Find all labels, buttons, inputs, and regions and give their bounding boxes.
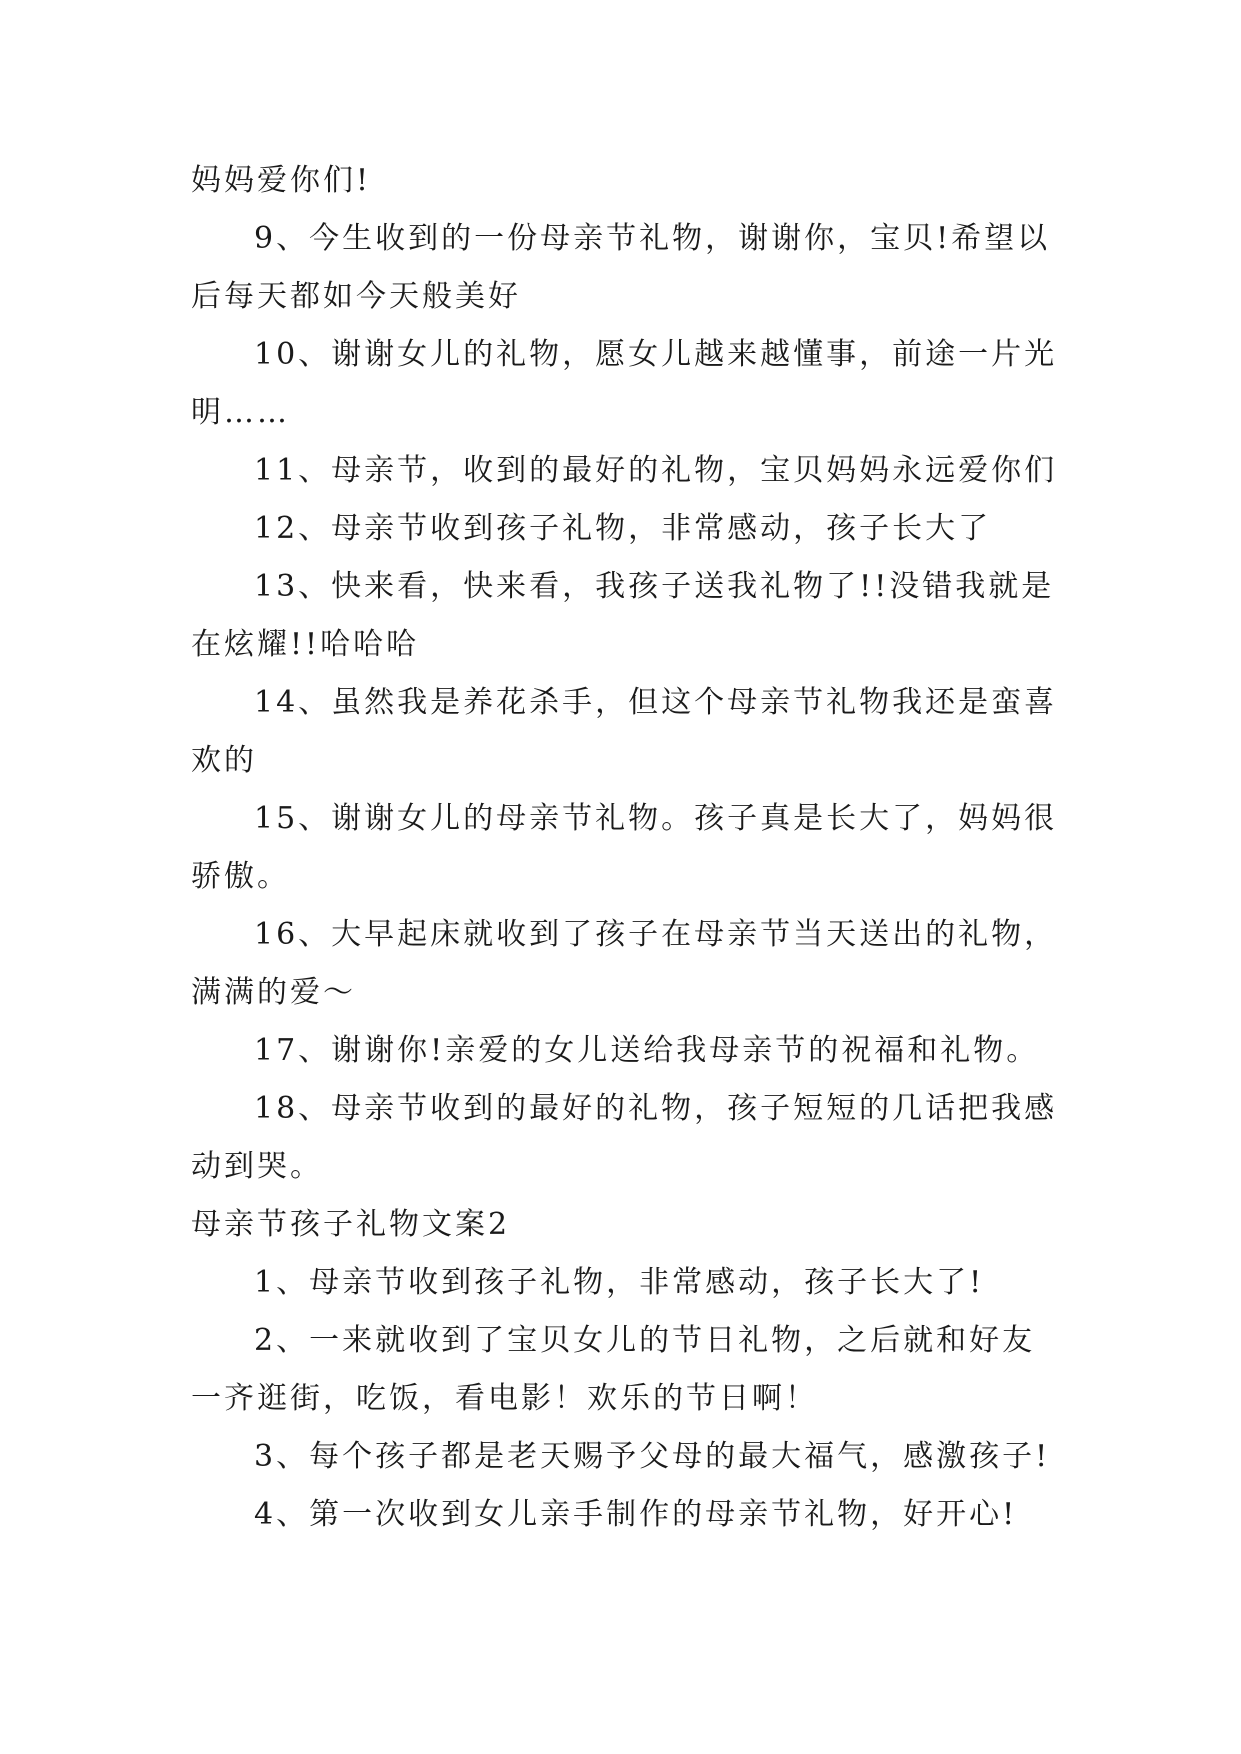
paragraph: 11、母亲节，收到的最好的礼物，宝贝妈妈永远爱你们 — [254, 453, 1058, 488]
paragraph: 14、虽然我是养花杀手，但这个母亲节礼物我还是蛮喜欢的 — [191, 685, 1058, 778]
paragraph: 2、一来就收到了宝贝女儿的节日礼物，之后就和好友一齐逛街，吃饭，看电影！欢乐的节日啊！ — [191, 1323, 1036, 1416]
paragraph: 16、大早起床就收到了孩子在母亲节当天送出的礼物，满满的爱～ — [191, 917, 1058, 1010]
paragraph: 3、每个孩子都是老天赐予父母的最大福气，感激孩子! — [254, 1439, 1051, 1474]
paragraph: 17、谢谢你!亲爱的女儿送给我母亲节的祝福和礼物。 — [254, 1033, 1040, 1068]
paragraph: 9、今生收到的一份母亲节礼物，谢谢你，宝贝!希望以后每天都如今天般美好 — [191, 221, 1051, 314]
paragraph: 10、谢谢女儿的礼物，愿女儿越来越懂事，前途一片光明…… — [191, 337, 1058, 430]
paragraph: 4、第一次收到女儿亲手制作的母亲节礼物，好开心! — [254, 1497, 1018, 1532]
document-body — [191, 152, 1061, 1544]
paragraph: 18、母亲节收到的最好的礼物，孩子短短的几话把我感动到哭。 — [191, 1091, 1058, 1184]
paragraph: 13、快来看，快来看，我孩子送我礼物了!!没错我就是在炫耀!!哈哈哈 — [191, 569, 1055, 662]
paragraph: 1、母亲节收到孩子礼物，非常感动，孩子长大了! — [254, 1265, 985, 1300]
paragraph: 12、母亲节收到孩子礼物，非常感动，孩子长大了 — [254, 511, 992, 546]
paragraph: 15、谢谢女儿的母亲节礼物。孩子真是长大了，妈妈很骄傲。 — [191, 801, 1058, 894]
paragraph: 妈妈爱你们! — [191, 163, 372, 198]
section-heading: 母亲节孩子礼物文案2 — [191, 1207, 511, 1242]
